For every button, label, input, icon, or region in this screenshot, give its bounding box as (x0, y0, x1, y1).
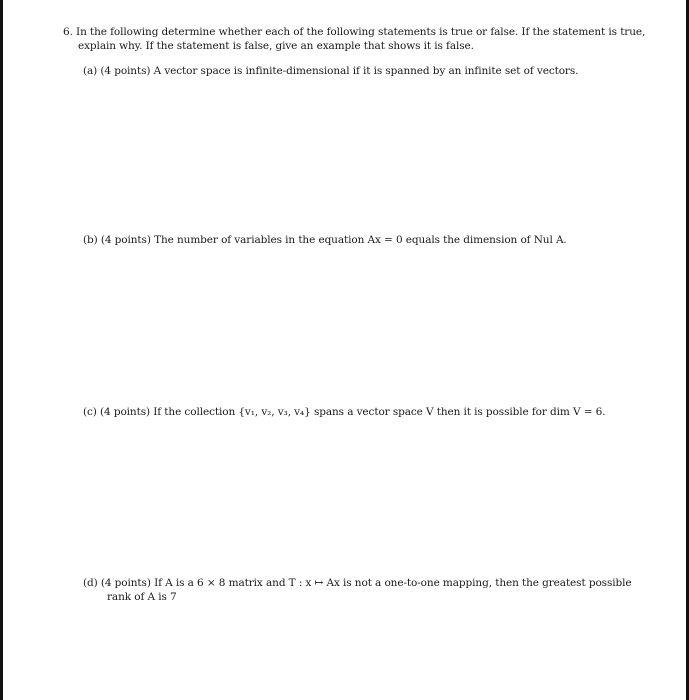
part-d-statement-line-1: (d) (4 points) If A is a 6 × 8 matrix and T : x ↦ Ax is not a one-to-one mapping, then the greatest possible (83, 577, 632, 589)
part-b-statement: (b) (4 points) The number of variables in the equation Ax = 0 equals the dimension of Nul A. (83, 234, 567, 246)
question-statement-line-2: explain why. If the statement is false, give an example that shows it is false. (78, 40, 474, 52)
part-a-statement: (a) (4 points) A vector space is infinite-dimensional if it is spanned by an infinite set of vectors. (83, 65, 579, 77)
question-statement-line-1: 6. In the following determine whether each of the following statements is true or false. If the statement is true, (63, 26, 646, 38)
document-page (3, 0, 686, 700)
part-c-statement: (c) (4 points) If the collection {v₁, v₂, v₃, v₄} spans a vector space V then it is possible for dim V = 6. (83, 406, 606, 418)
part-d-statement-line-2: rank of A is 7 (107, 591, 177, 603)
